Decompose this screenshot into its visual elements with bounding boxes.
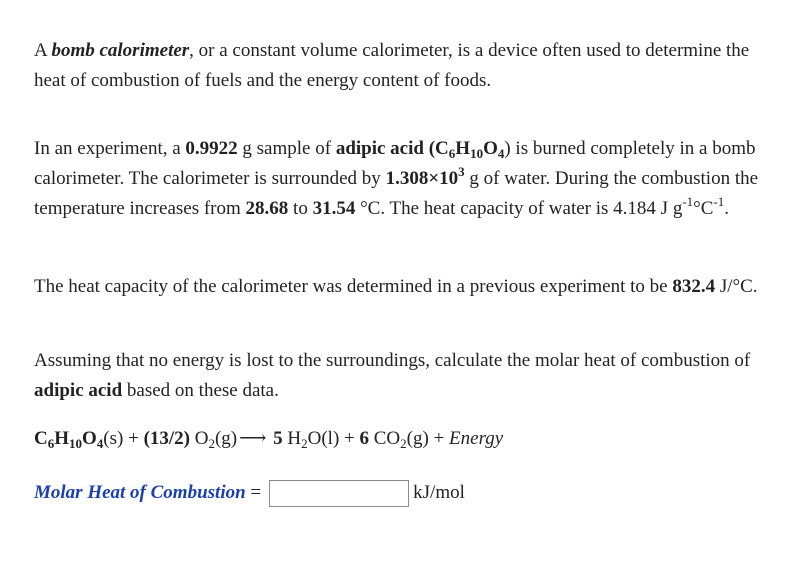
calorimeter-paragraph bbox=[34, 272, 774, 302]
answer-row bbox=[34, 478, 774, 508]
co2-coefficient: 6 bbox=[359, 428, 369, 449]
exp-text-7: °C bbox=[693, 198, 714, 219]
c-exponent: -1 bbox=[713, 194, 725, 209]
water-formula: $H_2O(l)$ + bbox=[282, 428, 360, 451]
question-text-2: based on these data. bbox=[122, 380, 279, 401]
o2-coefficient: (13/2) bbox=[143, 428, 190, 449]
reaction-arrow: ⟶ bbox=[239, 428, 267, 449]
bomb-calorimeter-term: bomb calorimeter bbox=[51, 40, 190, 61]
exp-text-3: is burned completely in a bomb calorimeter. The calorimeter is surrounded by bbox=[34, 138, 756, 189]
question-text-1: Assuming that no energy is lost to the surroundings, calculate the molar heat of combustion of bbox=[34, 350, 751, 371]
exp-text-5: to bbox=[288, 198, 313, 219]
molar-heat-label: Molar Heat of Combustion bbox=[34, 482, 246, 503]
equals-sign: = bbox=[245, 482, 262, 503]
cal-text-1: The heat capacity of the calorimeter was determined in a previous experiment to be bbox=[34, 276, 673, 297]
g-exponent: -1 bbox=[682, 194, 694, 209]
exp-text-2: g sample of bbox=[237, 138, 336, 159]
cal-unit: J/°C. bbox=[715, 276, 758, 297]
question-compound: adipic acid bbox=[34, 380, 123, 401]
temp-start: 28.68 bbox=[245, 198, 289, 219]
combustion-equation bbox=[34, 424, 774, 454]
intro-rest: , or a constant volume calorimeter, is a device often used to determine the heat of combustion of fuels and the energy content of foods. bbox=[34, 40, 750, 91]
co2-formula: $CO_2(g)$ + bbox=[369, 428, 450, 451]
formula-close: ) bbox=[504, 138, 511, 159]
exp-text-6: °C. The heat capacity of water is 4.184 J g bbox=[355, 198, 683, 219]
sample-mass: 0.9922 bbox=[185, 138, 238, 159]
energy-term: Energy bbox=[449, 428, 504, 449]
exp-text-8: . bbox=[724, 198, 730, 219]
temp-end: 31.54 bbox=[312, 198, 356, 219]
o2-formula: $O_2(g)$ bbox=[190, 428, 238, 451]
experiment-paragraph bbox=[34, 134, 774, 224]
exp-text-4: g of water. During the combustion the temperature increases from bbox=[34, 168, 759, 219]
molar-heat-input[interactable] bbox=[269, 480, 409, 507]
water-mass: $1.308\times 10^3$ bbox=[385, 164, 465, 189]
calorimeter-heat-capacity: 832.4 bbox=[672, 276, 716, 297]
reactant-state: (s) + bbox=[103, 428, 144, 449]
question-paragraph bbox=[34, 346, 774, 406]
water-coefficient: 5 bbox=[273, 428, 283, 449]
intro-prefix: A bbox=[34, 40, 52, 61]
intro-paragraph bbox=[34, 36, 774, 96]
answer-unit: kJ/mol bbox=[413, 482, 465, 503]
exp-text-1: In an experiment, a bbox=[34, 138, 186, 159]
compound-name: adipic acid ($C_6H_{10}O_4$ bbox=[335, 138, 505, 161]
equation-reactant: $C_6H_{10}O_4$ bbox=[34, 428, 104, 451]
